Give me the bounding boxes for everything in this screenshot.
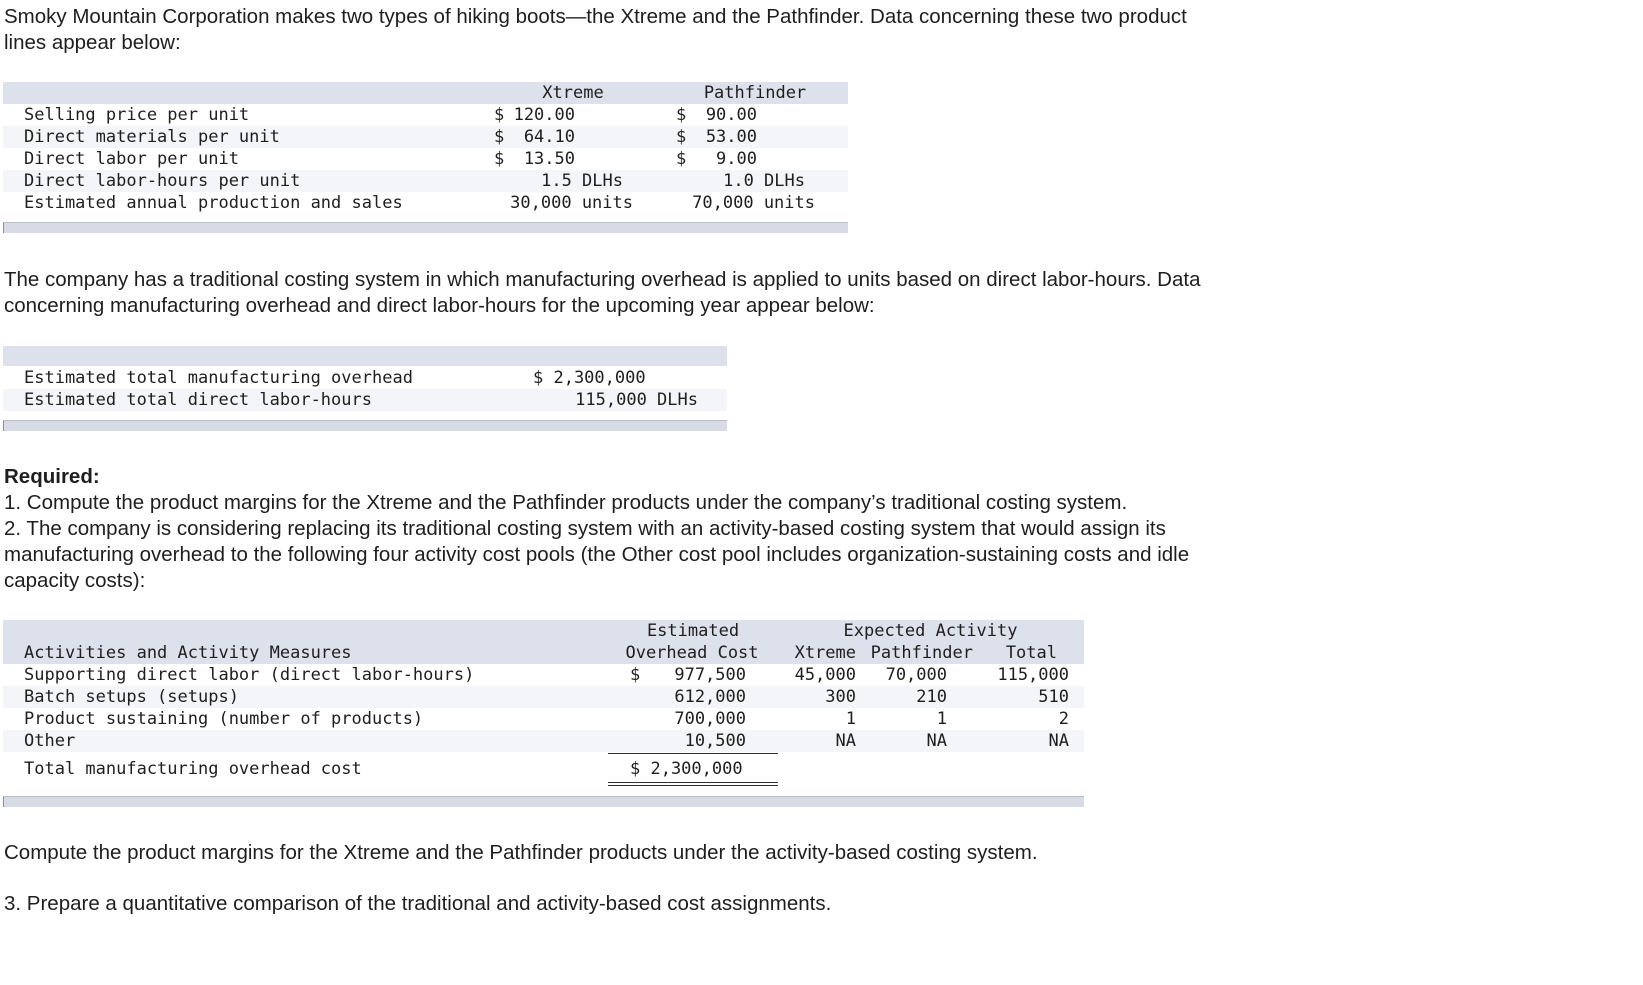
header-xtreme: Xtreme [794,643,856,663]
subtotal-rule [608,753,778,754]
traditional-line-1: The company has a traditional costing system in which manufacturing overhead is applied to units based on direct labor-hours. Data [4,268,1201,291]
abc-activity-table [3,620,1084,808]
xtreme-value: 1.5 DLHs [541,171,623,191]
required-item-2-line-2: manufacturing overhead to the following four activity cost pools (the Other cost pool includes organization-sustaining costs and idle [4,543,1190,566]
intro-line-2: lines appear below: [4,31,181,54]
xtreme-value: 120.00 [513,105,575,125]
currency-symbol: $ [494,127,505,147]
required-heading: Required: [4,465,100,488]
pathfinder-activity: NA [926,731,947,751]
header-overhead-cost: Overhead Cost [625,643,759,663]
header-total: Total [1005,643,1057,663]
activity-label: Other [24,731,76,751]
header-expected-activity: Expected Activity [843,621,1018,641]
required-item-1: 1. Compute the product margins for the Xtreme and the Pathfinder products under the company’s traditional costing system. [4,491,1128,514]
total-activity: 115,000 [997,665,1069,685]
xtreme-activity: 45,000 [794,665,856,685]
row-label: Estimated total manufacturing overhead [24,368,413,388]
col-header-xtreme: Xtreme [542,83,604,103]
activity-label: Product sustaining (number of products) [24,709,424,729]
row-label: Selling price per unit [24,105,250,125]
overhead-cost: 612,000 [674,687,746,707]
traditional-line-2: concerning manufacturing overhead and direct labor-hours for the upcoming year appear below: [4,294,875,317]
xtreme-value: 30,000 units [510,193,633,213]
pathfinder-activity: 210 [916,687,947,707]
total-double-rule [608,782,778,786]
xtreme-activity: NA [835,731,856,751]
overhead-cost: 977,500 [674,665,746,685]
pathfinder-value: 9.00 [716,149,757,169]
xtreme-value: 64.10 [523,127,575,147]
header-estimated: Estimated [646,621,740,641]
overhead-cost: 700,000 [674,709,746,729]
header-activities: Activities and Activity Measures [24,643,352,663]
activity-label: Supporting direct labor (direct labor-hours) [24,665,475,685]
table-bottom-bar [3,222,848,233]
currency-symbol: $ [676,149,687,169]
xtreme-activity: 300 [825,687,856,707]
row-label: Estimated total direct labor-hours [24,390,372,410]
overhead-cost: 10,500 [684,731,746,751]
intro-line-1: Smoky Mountain Corporation makes two types of hiking boots—the Xtreme and the Pathfinder. Data concerning these two product [4,5,1187,28]
currency-symbol: $ [676,105,687,125]
row-label: Direct labor per unit [24,149,239,169]
row-label: Direct labor-hours per unit [24,171,301,191]
table-bottom-bar [3,796,1084,807]
product-data-table [3,82,848,234]
pathfinder-value: 70,000 units [692,193,815,213]
row-label: Estimated annual production and sales [24,193,403,213]
col-header-pathfinder: Pathfinder [703,83,807,103]
activity-label: Batch setups (setups) [24,687,239,707]
total-label: Total manufacturing overhead cost [24,759,362,779]
pathfinder-value: 1.0 DLHs [723,171,805,191]
xtreme-value: 13.50 [523,149,575,169]
currency-symbol: $ [494,149,505,169]
pathfinder-activity: 70,000 [885,665,947,685]
total-activity: 2 [1058,709,1069,729]
pathfinder-value: 90.00 [705,105,757,125]
header-pathfinder: Pathfinder [870,643,973,663]
total-activity: 510 [1038,687,1069,707]
pathfinder-value: 53.00 [705,127,757,147]
total-overhead-value: $ 2,300,000 [630,759,743,779]
required-item-2-line-1: 2. The company is considering replacing its traditional costing system with an activity-based costing system that would assign its [4,517,1166,540]
required-section [4,464,1189,594]
intro-paragraph [4,4,1187,56]
overhead-value: $ 2,300,000 [533,368,646,388]
total-activity: NA [1048,731,1069,751]
xtreme-activity: 1 [845,709,856,729]
currency-symbol: $ [630,665,641,685]
currency-symbol: $ [676,127,687,147]
abc-instruction: Compute the product margins for the Xtreme and the Pathfinder products under the activity-based costing system. [4,841,1038,864]
row-label: Direct materials per unit [24,127,280,147]
traditional-paragraph [4,267,1201,319]
table-bottom-bar [3,420,727,431]
overhead-table [3,346,727,432]
required-item-2-line-3: capacity costs): [4,569,146,592]
dlh-value: 115,000 DLHs [575,390,698,410]
pathfinder-activity: 1 [936,709,947,729]
required-item-3: 3. Prepare a quantitative comparison of the traditional and activity-based cost assignments. [4,892,832,915]
currency-symbol: $ [494,105,505,125]
